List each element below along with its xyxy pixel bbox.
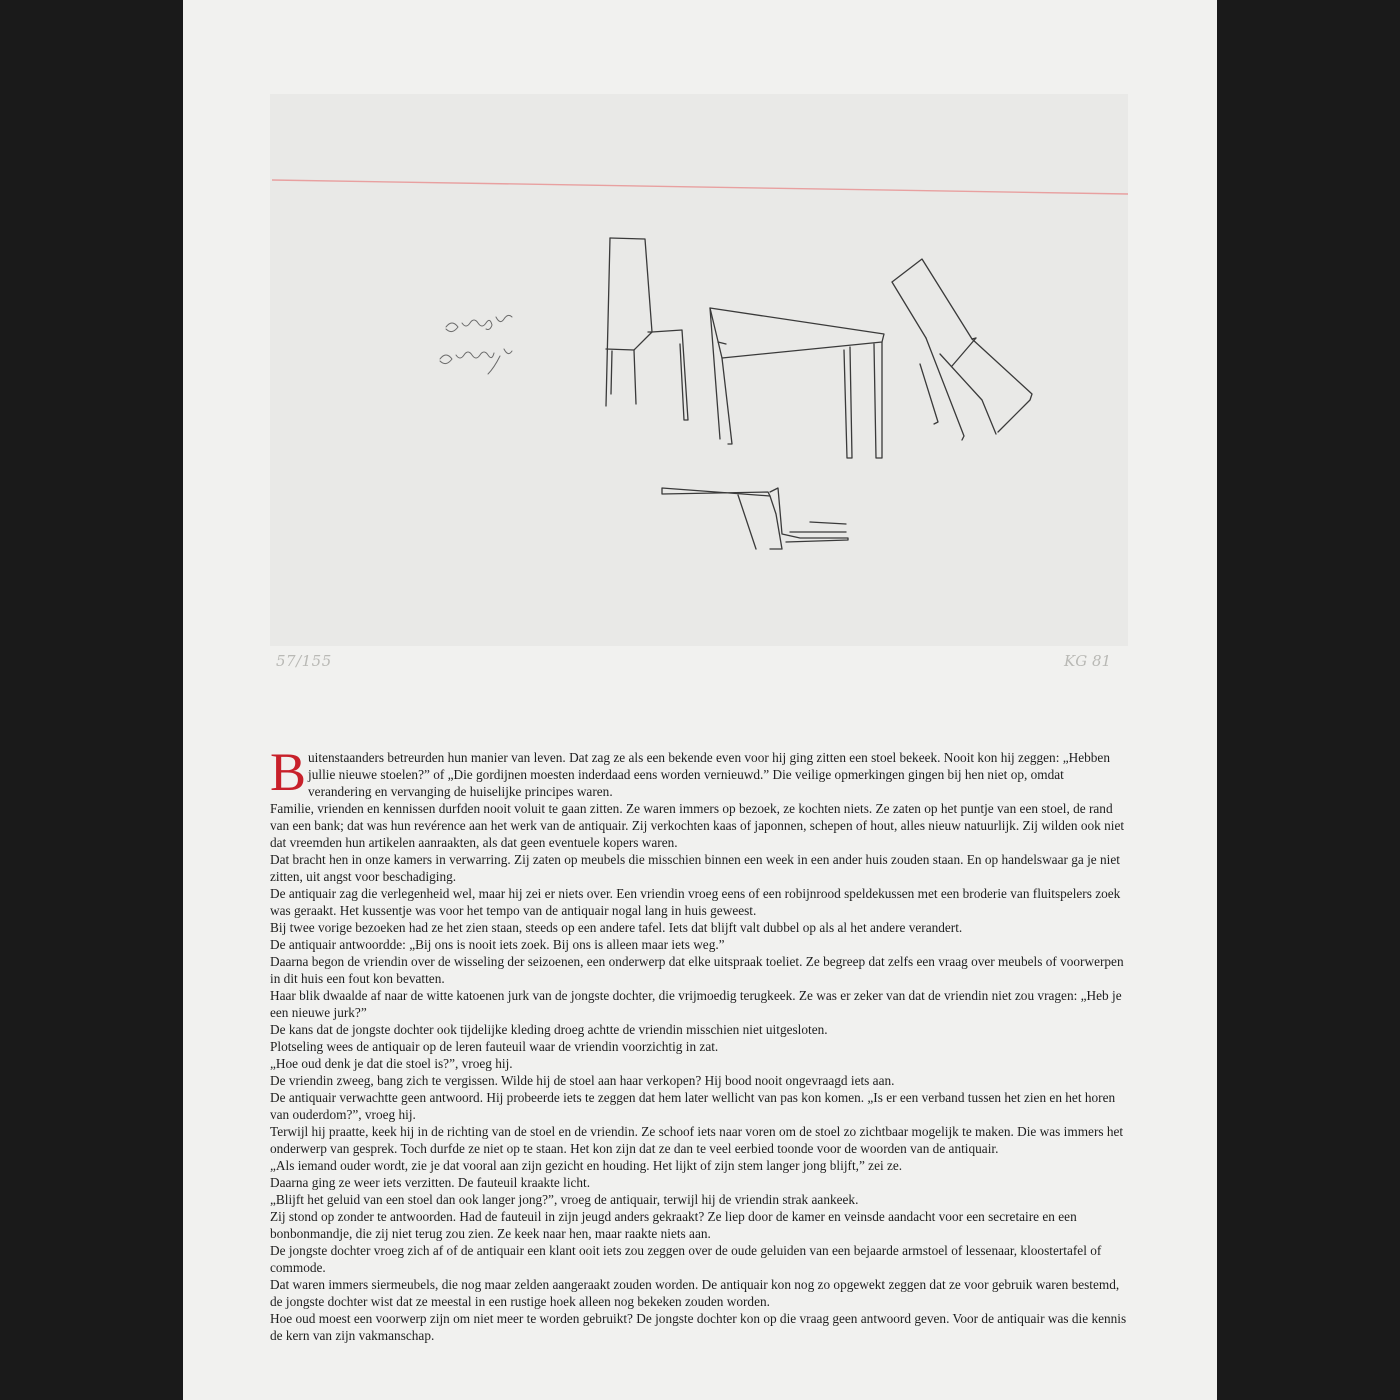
first-paragraph <box>270 742 1130 802</box>
paragraph: „Als iemand ouder wordt, zie je dat vooral aan zijn gezicht en houding. Het lijkt of zijn stem langer jong blijft,” zei ze. <box>270 1158 903 1173</box>
paragraph: Hoe oud moest een voorwerp zijn om niet meer te worden gebruikt? De jongste dochter kon op die vraag geen antwoord geven. Voor de antiquair was die kennis de kern van zijn vakmanschap. <box>270 1311 1127 1343</box>
dropcap: B <box>270 742 307 802</box>
monogram-signature: KG 81 <box>1064 652 1112 670</box>
line-drawing <box>270 94 1128 646</box>
paragraph: Bij twee vorige bezoeken had ze het zien staan, steeds op een andere tafel. Iets dat blijft valt dubbel op als al het andere verandert. <box>270 920 963 935</box>
paragraph: De antiquair antwoordde: „Bij ons is nooit iets zoek. Bij ons is alleen maar iets weg.” <box>270 937 725 952</box>
first-paragraph-text: uitenstaanders betreurden hun manier van leven. Dat zag ze als een bekende even voor hij ging zitten een stoel bekeek. Nooit kon hij zeggen: „Hebben jullie nieuwe stoelen?” of „Die gordijnen moesten inderdaad eens worden vernieuwd.” Die veilige opmerkingen gingen bij hen niet op, omdat verandering en vervanging de huiselijke principes waren. <box>308 750 1110 799</box>
edition-number: 57/155 <box>276 652 332 670</box>
paragraph: Haar blik dwaalde af naar de witte katoenen jurk van de jongste dochter, die vrijmoedig terugkeek. Ze was er zeker van dat de vriendin niet zou vragen: „Heb je een nieuwe jurk?” <box>270 988 1122 1020</box>
paragraph-list <box>270 800 1130 1344</box>
paragraph: Terwijl hij praatte, keek hij in de richting van de stoel en de vriendin. Ze schoof iets naar voren om de stoel zo zichtbaar mogelijk te maken. Die was immers het onderwerp van gesprek. Toch durfde ze niet op te staan. Het kon zijn dat ze dan te veel eerbied toonde voor de woorden van de antiquair. <box>270 1124 1124 1156</box>
chair-fallen-drawing <box>662 488 848 549</box>
table-drawing <box>710 308 884 458</box>
paragraph: De antiquair zag die verlegenheid wel, maar hij zei er niets over. Een vriendin vroeg eens of een robijnrood speldekussen met een broderie van fluitspelers zoek was geraakt. Het kussentje was voor het tempo van de antiquair nogal lang in huis geweest. <box>270 886 1121 918</box>
etching-plate <box>270 94 1128 646</box>
paragraph: De vriendin zweeg, bang zich te vergissen. Wilde hij de stoel aan haar verkopen? Hij bood nooit ongevraagd iets aan. <box>270 1073 895 1088</box>
paragraph: De jongste dochter vroeg zich af of de antiquair een klant ooit iets zou zeggen over de oude geluiden van een bejaarde armstoel of lessenaar, kloostertafel of commode. <box>270 1243 1102 1275</box>
story-text <box>270 742 1130 1344</box>
paragraph: Daarna begon de vriendin over de wisseling der seizoenen, een onderwerp dat elke uitspraak toeliet. Ze begreep dat zelfs een vraag over meubels of voorwerpen in dit huis een fout kon bevatten. <box>270 954 1124 986</box>
handwritten-name-drawing <box>440 315 512 374</box>
chair-upright-drawing <box>606 238 688 420</box>
paragraph: „Blijft het geluid van een stoel dan ook langer jong?”, vroeg de antiquair, terwijl hij de vriendin strak aankeek. <box>270 1192 859 1207</box>
paragraph: Dat bracht hen in onze kamers in verwarring. Zij zaten op meubels die misschien binnen een week in een ander huis zouden staan. En op handelswaar ga je niet zitten, uit angst voor beschadiging. <box>270 852 1120 884</box>
paragraph: Daarna ging ze weer iets verzitten. De fauteuil kraakte licht. <box>270 1175 591 1190</box>
paragraph: De antiquair verwachtte geen antwoord. Hij probeerde iets te zeggen dat hem later wellicht van pas kon komen. „Is er een verband tussen het zien en het horen van ouderdom?”, vroeg hij. <box>270 1090 1116 1122</box>
paragraph: Zij stond op zonder te antwoorden. Had de fauteuil in zijn jeugd anders gekraakt? Ze liep door de kamer en veinsde aandacht voor een secretaire en een bonbonmandje, die zij niet terug zou zien. Ze keek naar hen, maar raakte niets aan. <box>270 1209 1077 1241</box>
paragraph: „Hoe oud denk je dat die stoel is?”, vroeg hij. <box>270 1056 513 1071</box>
paragraph: Plotseling wees de antiquair op de leren fauteuil waar de vriendin voorzichtig in zat. <box>270 1039 719 1054</box>
chair-tilted-drawing <box>892 259 1032 440</box>
paragraph: Dat waren immers siermeubels, die nog maar zelden aangeraakt zouden worden. De antiquair kon nog zo opgewekt zeggen dat ze voor gebruik waren bestemd, de jongste dochter wist dat ze meestal in een rustige hoek alleen nog bekeken zouden worden. <box>270 1277 1120 1309</box>
paragraph: De kans dat de jongste dochter ook tijdelijke kleding droeg achtte de vriendin misschien niet uitgesloten. <box>270 1022 828 1037</box>
horizon-line <box>272 180 1128 194</box>
paragraph: Familie, vrienden en kennissen durfden nooit voluit te gaan zitten. Ze waren immers op bezoek, ze kochten niets. Ze zaten op het puntje van een stoel, de rand van een bank; dat was hun revérence aan het werk van de antiquair. Zij verkochten kaas of japonnen, schepen of hout, alles nieuw natuurlijk. Zij wilden ook niet dat vreemden hun artikelen aanraakten, als dat geen eventuele kopers waren. <box>270 801 1125 850</box>
